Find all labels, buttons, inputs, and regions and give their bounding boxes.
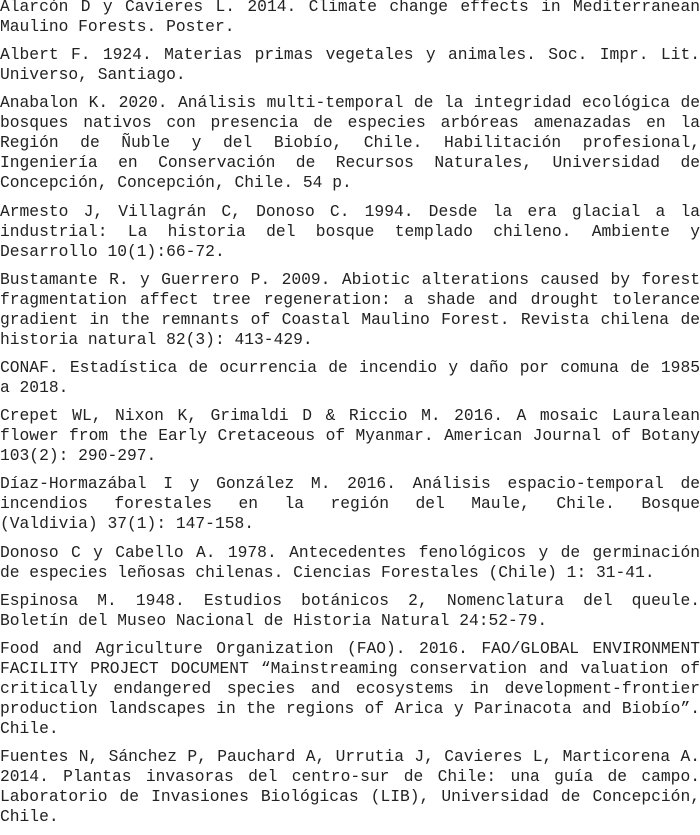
reference-entry xyxy=(0,93,700,193)
reference-line: Región de Ñuble y del Biobío, Chile. Habilitación profesional, xyxy=(0,133,700,153)
reference-entry xyxy=(0,474,700,534)
reference-line: Concepción, Concepción, Chile. 54 p. xyxy=(0,173,352,193)
reference-line: bosques nativos con presencia de especies arbóreas amenazadas en la xyxy=(0,113,700,133)
reference-line: flower from the Early Cretaceous of Myanmar. American Journal of Botany xyxy=(0,426,700,446)
reference-line: 103(2): 290-297. xyxy=(0,446,157,466)
reference-line: FACILITY PROJECT DOCUMENT “Mainstreaming conservation and valuation of xyxy=(0,658,700,678)
reference-entry xyxy=(0,202,700,262)
reference-line: Donoso C y Cabello A. 1978. Antecedentes fenológicos y de germinación xyxy=(0,542,700,562)
reference-line: Armesto J, Villagrán C, Donoso C. 1994. Desde la era glacial a la xyxy=(0,201,700,221)
reference-line: de especies leñosas chilenas. Ciencias Forestales (Chile) 1: 31-41. xyxy=(0,562,655,582)
reference-line: Fuentes N, Sánchez P, Pauchard A, Urrutia J, Cavieres L, Marticorena A. xyxy=(0,747,700,767)
reference-line: Laboratorio de Invasiones Biológicas (LIB), Universidad de Concepción, xyxy=(0,787,700,807)
reference-line: fragmentation affect tree regeneration: a shade and drought tolerance xyxy=(0,289,700,309)
reference-line: Universo, Santiago. xyxy=(0,65,186,85)
reference-line: Alarcón D y Cavieres L. 2014. Climate change effects in Mediterranean xyxy=(0,0,700,16)
reference-line: Boletín del Museo Nacional de Historia Natural 24:52-79. xyxy=(0,610,548,630)
reference-entry xyxy=(0,45,700,85)
reference-line: incendios forestales en la región del Maule, Chile. Bosque xyxy=(0,494,700,514)
reference-line: Anabalon K. 2020. Análisis multi-temporal de la integridad ecológica de xyxy=(0,93,700,113)
reference-line: industrial: La historia del bosque templado chileno. Ambiente y xyxy=(0,221,700,241)
reference-line: a 2018. xyxy=(0,377,69,397)
reference-line: Food and Agriculture Organization (FAO). 2016. FAO/GLOBAL ENVIRONMENT xyxy=(0,638,700,658)
reference-line: production landscapes in the regions of Arica y Parinacota and Biobío”. xyxy=(0,698,700,718)
reference-entry xyxy=(0,747,700,827)
reference-line: historia natural 82(3): 413-429. xyxy=(0,329,313,349)
reference-line: Chile. xyxy=(0,807,59,827)
reference-entry xyxy=(0,406,700,466)
reference-entry xyxy=(0,591,700,631)
reference-entry xyxy=(0,0,700,37)
reference-line: Espinosa M. 1948. Estudios botánicos 2, Nomenclatura del queule. xyxy=(0,590,700,610)
reference-entry xyxy=(0,639,700,739)
reference-line: Díaz-Hormazábal I y González M. 2016. Análisis espacio-temporal de xyxy=(0,474,700,494)
reference-line: Maulino Forests. Poster. xyxy=(0,17,235,36)
reference-line: Desarrollo 10(1):66-72. xyxy=(0,241,225,261)
reference-line: Albert F. 1924. Materias primas vegetales y animales. Soc. Impr. Lit. xyxy=(0,45,700,65)
reference-line: Ingeniería en Conservación de Recursos Naturales, Universidad de xyxy=(0,153,700,173)
reference-entry xyxy=(0,270,700,350)
reference-entry xyxy=(0,358,700,398)
reference-line: CONAF. Estadística de ocurrencia de incendio y daño por comuna de 1985 xyxy=(0,357,700,377)
reference-line: Bustamante R. y Guerrero P. 2009. Abiotic alterations caused by forest xyxy=(0,269,700,289)
reference-entry xyxy=(0,543,700,583)
reference-line: (Valdivia) 37(1): 147-158. xyxy=(0,514,255,534)
reference-line: Crepet WL, Nixon K, Grimaldi D & Riccio M. 2016. A mosaic Lauralean xyxy=(0,406,700,426)
reference-line: gradient in the remnants of Coastal Maulino Forest. Revista chilena de xyxy=(0,309,700,329)
reference-line: 2014. Plantas invasoras del centro-sur de Chile: una guía de campo. xyxy=(0,767,700,787)
reference-line: critically endangered species and ecosystems in development-frontier xyxy=(0,678,700,698)
reference-line: Chile. xyxy=(0,718,59,738)
